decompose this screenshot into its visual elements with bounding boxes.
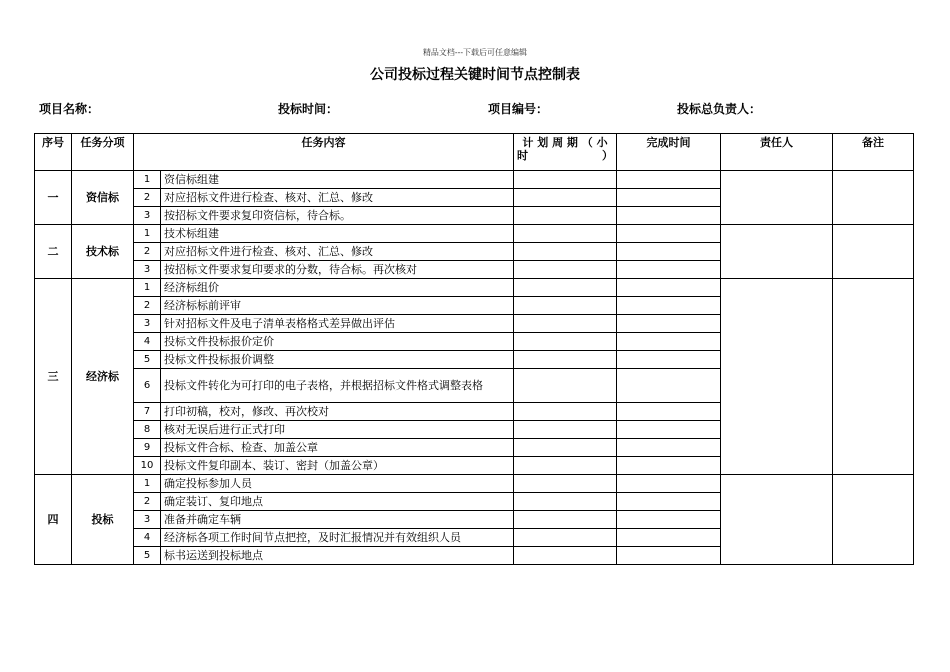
finish-time-cell[interactable] — [617, 189, 721, 207]
finish-time-cell[interactable] — [617, 493, 721, 511]
task-number-cell: 3 — [134, 511, 161, 529]
task-number-cell: 4 — [134, 529, 161, 547]
task-number-cell: 5 — [134, 547, 161, 565]
plan-period-cell[interactable] — [514, 243, 617, 261]
plan-period-cell[interactable] — [514, 439, 617, 457]
finish-time-cell[interactable] — [617, 369, 721, 403]
header-content: 任务内容 — [134, 134, 514, 171]
remarks-cell[interactable] — [833, 225, 914, 279]
task-number-cell: 2 — [134, 189, 161, 207]
group-seq-cell: 四 — [35, 475, 72, 565]
task-number-cell: 1 — [134, 475, 161, 493]
group-category-cell: 技术标 — [72, 225, 134, 279]
page-title: 公司投标过程关键时间节点控制表 — [370, 67, 580, 83]
header-responsible: 责任人 — [721, 134, 833, 171]
plan-period-cell[interactable] — [514, 207, 617, 225]
group-category-cell: 经济标 — [72, 279, 134, 475]
task-content-cell: 准备并确定车辆 — [161, 511, 514, 529]
project-code-label: 项目编号： — [488, 102, 549, 116]
plan-period-cell[interactable] — [514, 333, 617, 351]
task-content-cell: 投标文件合标、检查、加盖公章 — [161, 439, 514, 457]
bid-time-label: 投标时间： — [278, 102, 339, 116]
task-number-cell: 3 — [134, 261, 161, 279]
task-content-cell: 核对无误后进行正式打印 — [161, 421, 514, 439]
plan-period-cell[interactable] — [514, 297, 617, 315]
task-content-cell: 投标文件转化为可打印的电子表格，并根据招标文件格式调整表格 — [161, 369, 514, 403]
responsible-cell[interactable] — [721, 279, 833, 475]
finish-time-cell[interactable] — [617, 529, 721, 547]
task-content-cell: 经济标标前评审 — [161, 297, 514, 315]
task-content-cell: 按招标文件要求复印要求的分数，待合标。再次核对 — [161, 261, 514, 279]
plan-period-cell[interactable] — [514, 457, 617, 475]
task-content-cell: 技术标组建 — [161, 225, 514, 243]
plan-period-cell[interactable] — [514, 279, 617, 297]
task-content-cell: 经济标各项工作时间节点把控，及时汇报情况并有效组织人员 — [161, 529, 514, 547]
task-number-cell: 3 — [134, 207, 161, 225]
task-number-cell: 7 — [134, 403, 161, 421]
task-content-cell: 对应招标文件进行检查、核对、汇总、修改 — [161, 189, 514, 207]
watermark-text: 精品文档---下载后可任意编辑 — [422, 48, 528, 57]
header-plan-period: 计 划 周 期 （ 小 时） — [514, 134, 617, 171]
header-row — [35, 134, 914, 171]
finish-time-cell[interactable] — [617, 171, 721, 189]
group-seq-cell: 一 — [35, 171, 72, 225]
remarks-cell[interactable] — [833, 279, 914, 475]
task-number-cell: 1 — [134, 171, 161, 189]
header-category: 任务分项 — [72, 134, 134, 171]
project-name-label: 项目名称： — [39, 102, 100, 116]
table-row — [35, 475, 914, 493]
plan-period-cell[interactable] — [514, 421, 617, 439]
task-content-cell: 资信标组建 — [161, 171, 514, 189]
finish-time-cell[interactable] — [617, 475, 721, 493]
plan-period-cell[interactable] — [514, 475, 617, 493]
task-number-cell: 6 — [134, 369, 161, 403]
plan-period-cell[interactable] — [514, 547, 617, 565]
finish-time-cell[interactable] — [617, 421, 721, 439]
finish-time-cell[interactable] — [617, 243, 721, 261]
task-content-cell: 投标文件投标报价定价 — [161, 333, 514, 351]
task-content-cell: 针对招标文件及电子清单表格格式差异做出评估 — [161, 315, 514, 333]
task-content-cell: 按招标文件要求复印资信标，待合标。 — [161, 207, 514, 225]
plan-period-cell[interactable] — [514, 511, 617, 529]
task-content-cell: 确定投标参加人员 — [161, 475, 514, 493]
finish-time-cell[interactable] — [617, 315, 721, 333]
task-number-cell: 8 — [134, 421, 161, 439]
finish-time-cell[interactable] — [617, 351, 721, 369]
remarks-cell[interactable] — [833, 171, 914, 225]
responsible-cell[interactable] — [721, 475, 833, 565]
task-number-cell: 1 — [134, 279, 161, 297]
plan-period-cell[interactable] — [514, 351, 617, 369]
plan-period-cell[interactable] — [514, 403, 617, 421]
finish-time-cell[interactable] — [617, 225, 721, 243]
remarks-cell[interactable] — [833, 475, 914, 565]
task-number-cell: 3 — [134, 315, 161, 333]
task-number-cell: 9 — [134, 439, 161, 457]
task-content-cell: 经济标组价 — [161, 279, 514, 297]
header-remarks: 备注 — [833, 134, 914, 171]
table-row — [35, 171, 914, 189]
finish-time-cell[interactable] — [617, 261, 721, 279]
bid-owner-label: 投标总负责人： — [677, 102, 762, 116]
task-number-cell: 10 — [134, 457, 161, 475]
plan-period-cell[interactable] — [514, 529, 617, 547]
finish-time-cell[interactable] — [617, 403, 721, 421]
task-content-cell: 投标文件复印副本、装订、密封（加盖公章） — [161, 457, 514, 475]
task-number-cell: 2 — [134, 297, 161, 315]
task-number-cell: 2 — [134, 243, 161, 261]
finish-time-cell[interactable] — [617, 279, 721, 297]
finish-time-cell[interactable] — [617, 207, 721, 225]
plan-period-cell[interactable] — [514, 171, 617, 189]
task-number-cell: 5 — [134, 351, 161, 369]
responsible-cell[interactable] — [721, 225, 833, 279]
header-finish-time: 完成时间 — [617, 134, 721, 171]
task-content-cell: 标书运送到投标地点 — [161, 547, 514, 565]
task-content-cell: 打印初稿，校对，修改、再次校对 — [161, 403, 514, 421]
table-body — [35, 171, 914, 565]
task-number-cell: 2 — [134, 493, 161, 511]
finish-time-cell[interactable] — [617, 511, 721, 529]
group-category-cell: 投标 — [72, 475, 134, 565]
finish-time-cell[interactable] — [617, 333, 721, 351]
plan-period-cell[interactable] — [514, 225, 617, 243]
control-table — [34, 133, 914, 565]
task-content-cell: 投标文件投标报价调整 — [161, 351, 514, 369]
task-content-cell: 对应招标文件进行检查、核对、汇总、修改 — [161, 243, 514, 261]
finish-time-cell[interactable] — [617, 457, 721, 475]
plan-period-cell[interactable] — [514, 261, 617, 279]
task-content-cell: 确定装订、复印地点 — [161, 493, 514, 511]
finish-time-cell[interactable] — [617, 547, 721, 565]
finish-time-cell[interactable] — [617, 439, 721, 457]
group-category-cell: 资信标 — [72, 171, 134, 225]
plan-period-cell[interactable] — [514, 315, 617, 333]
task-number-cell: 1 — [134, 225, 161, 243]
header-seq: 序号 — [35, 134, 72, 171]
plan-period-cell[interactable] — [514, 189, 617, 207]
responsible-cell[interactable] — [721, 171, 833, 225]
table-row — [35, 225, 914, 243]
finish-time-cell[interactable] — [617, 297, 721, 315]
task-number-cell: 4 — [134, 333, 161, 351]
plan-period-cell[interactable] — [514, 369, 617, 403]
table-row — [35, 279, 914, 297]
group-seq-cell: 二 — [35, 225, 72, 279]
plan-period-cell[interactable] — [514, 493, 617, 511]
group-seq-cell: 三 — [35, 279, 72, 475]
